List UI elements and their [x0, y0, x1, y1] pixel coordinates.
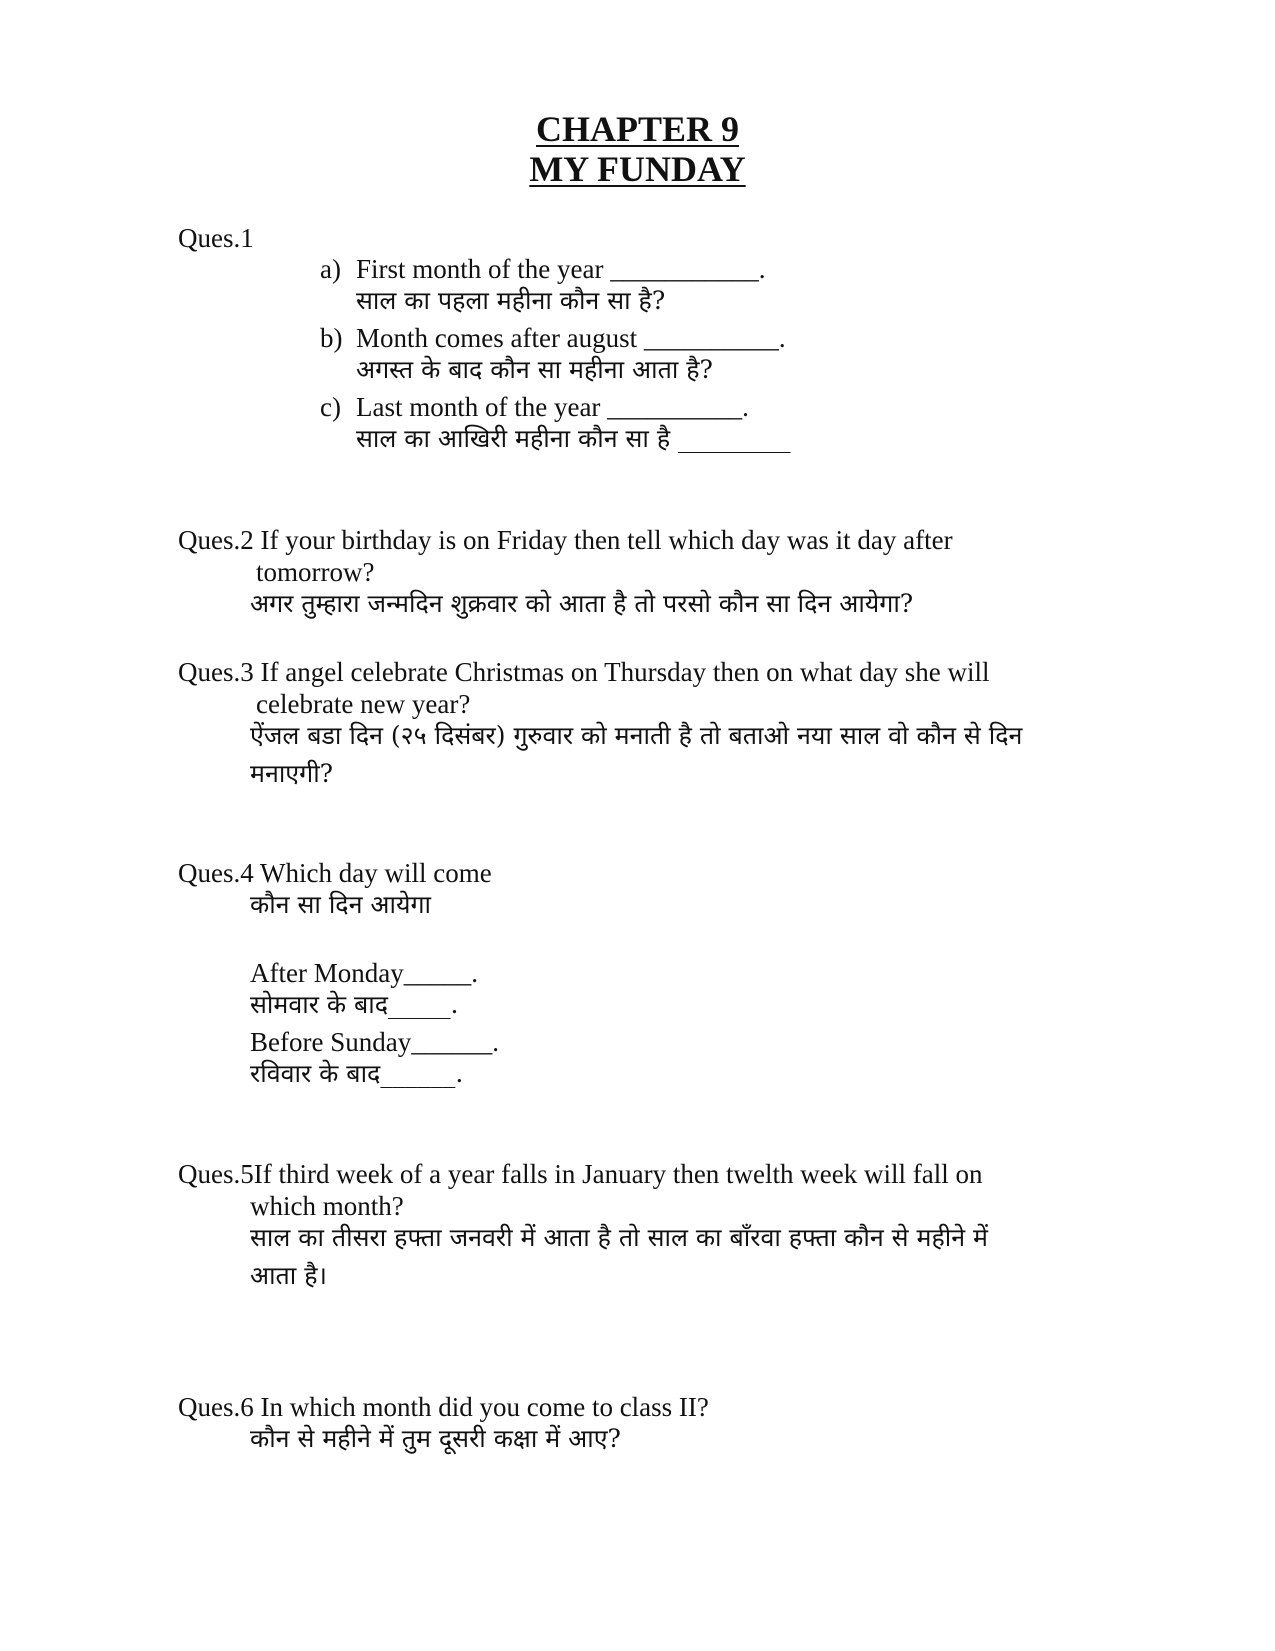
q4-item-2-english: Before Sunday______. [250, 1027, 499, 1057]
question-6-line-1: Ques.6 In which month did you come to class II? [178, 1392, 709, 1422]
question-3-line-1: Ques.3 If angel celebrate Christmas on Thursday then on what day she will [178, 657, 990, 687]
question-3-hindi-line-2: मनाएगी? [250, 759, 334, 788]
question-2-hindi: अगर तुम्हारा जन्मदिन शुक्रवार को आता है तो परसो कौन सा दिन आयेगा? [250, 589, 914, 618]
q4-item-2-hindi: रविवार के बाद______. [250, 1059, 464, 1088]
question-3-hindi-line-1: ऐंजल बडा दिन (२५ दिसंबर) गुरुवार को मनाती है तो बताओ नया साल वो कौन से दिन [250, 721, 1023, 750]
question-5-line-2: which month? [250, 1191, 404, 1221]
question-5-line-1: Ques.5If third week of a year falls in January then twelth week will fall on [178, 1159, 983, 1189]
q1-part-a-english: First month of the year ___________. [356, 254, 766, 284]
q1-part-c-marker: c) [320, 392, 341, 422]
q1-part-c-hindi: साल का आखिरी महीना कौन सा है _________ [356, 424, 791, 453]
q1-part-a-hindi: साल का पहला महीना कौन सा है? [356, 286, 666, 315]
question-5-hindi-line-1: साल का तीसरा हफ्ता जनवरी में आता है तो साल का बाँरवा हफ्ता कौन से महीने में [250, 1223, 989, 1252]
q4-item-1-hindi: सोमवार के बाद_____. [250, 990, 459, 1019]
chapter-number: CHAPTER 9 [535, 109, 739, 149]
q1-part-b-hindi: अगस्त के बाद कौन सा महीना आता है? [356, 355, 713, 384]
question-2-line-1: Ques.2 If your birthday is on Friday then tell which day was it day after [178, 525, 953, 555]
q4-item-1-english: After Monday_____. [250, 958, 478, 988]
chapter-title: MY FUNDAY [529, 149, 746, 189]
question-4-hindi: कौन सा दिन आयेगा [250, 890, 431, 919]
question-1-label: Ques.1 [178, 223, 254, 253]
q1-part-c-english: Last month of the year __________. [356, 392, 749, 422]
question-6-hindi: कौन से महीने में तुम दूसरी कक्षा में आए? [250, 1424, 621, 1453]
question-4-line-1: Ques.4 Which day will come [178, 858, 492, 888]
q1-part-b-marker: b) [320, 323, 343, 353]
question-2-line-2: tomorrow? [256, 557, 375, 587]
question-3-line-2: celebrate new year? [256, 689, 471, 719]
question-5-hindi-line-2: आता है। [250, 1261, 327, 1290]
q1-part-b-english: Month comes after august __________. [356, 323, 786, 353]
q1-part-a-marker: a) [320, 254, 341, 284]
